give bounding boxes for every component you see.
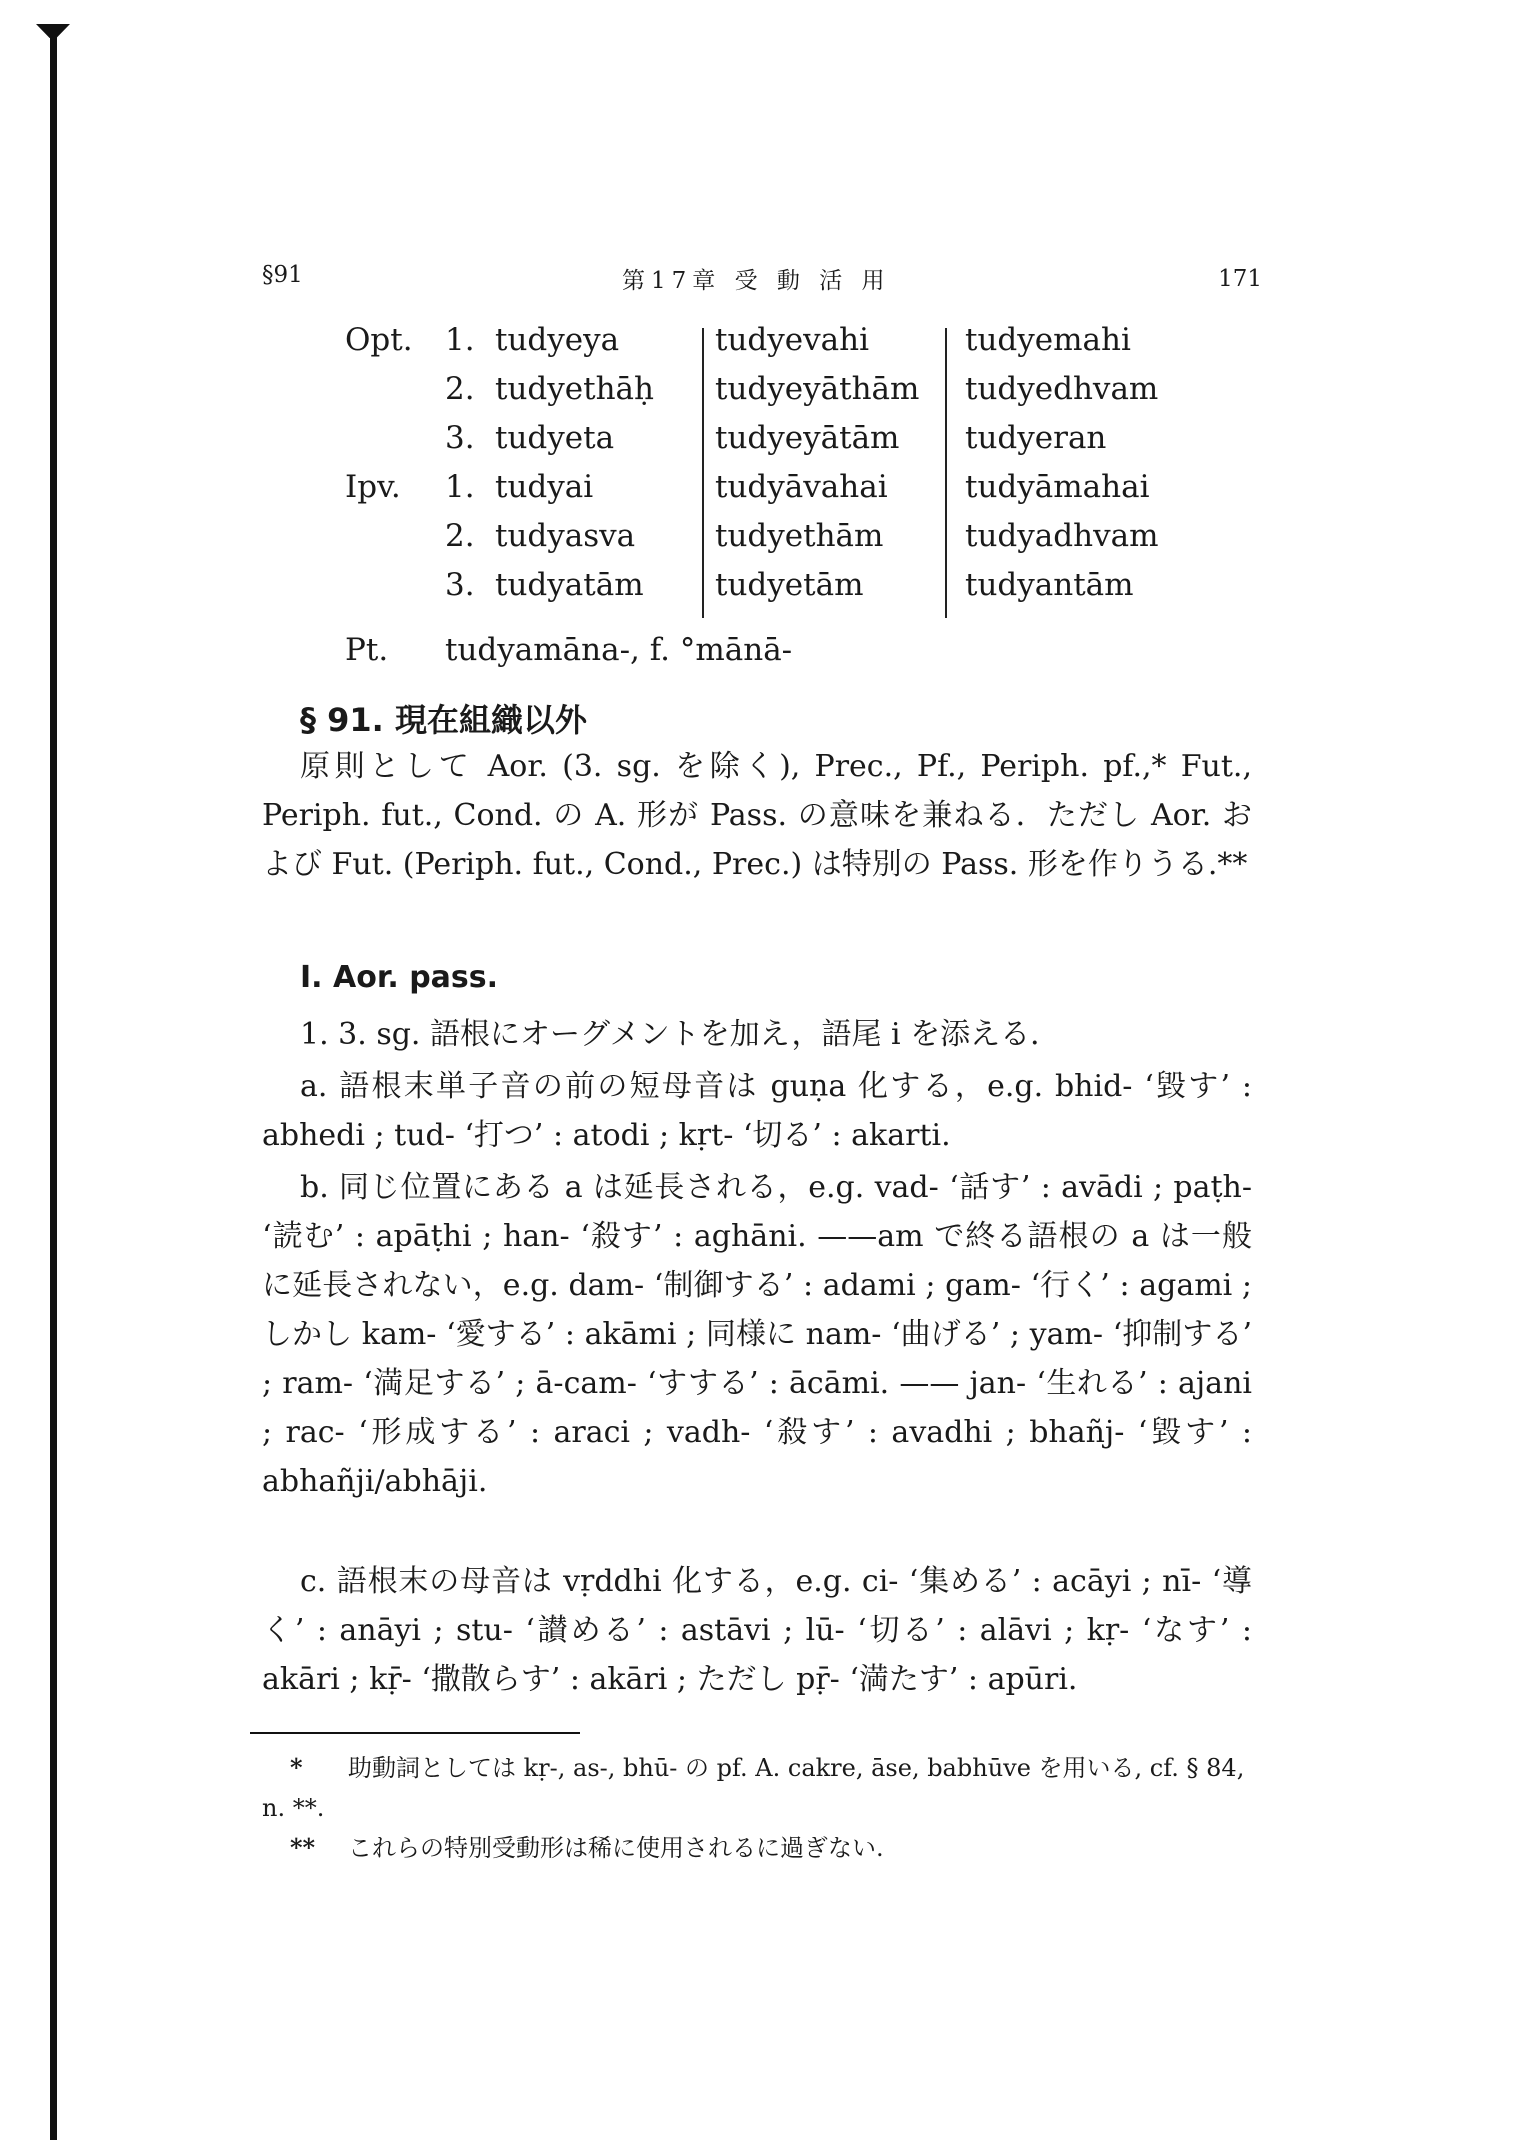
plural-form: tudyantām — [965, 567, 1134, 603]
singular-form: tudyeta — [495, 420, 615, 456]
running-header — [262, 262, 1262, 302]
singular-form: tudyeya — [495, 322, 620, 358]
intro-paragraph — [262, 742, 1252, 889]
dual-form: tudyeyāthām — [715, 371, 920, 407]
mood-label: Ipv. — [345, 469, 401, 505]
column-divider — [945, 328, 947, 618]
column-divider — [702, 328, 704, 618]
person-number: 2. — [445, 518, 475, 554]
footnote-text: 助動詞としては kṛ-, as-, bhū- の pf. A. cakre, āse, babhūve を用いる, cf. § 84, n. **. — [262, 1754, 1245, 1822]
person-number: 2. — [445, 371, 475, 407]
person-number: 1. — [445, 322, 475, 358]
footnotes — [262, 1748, 1252, 1868]
dual-form: tudyevahi — [715, 322, 870, 358]
intro-text: 原則として Aor. (3. sg. を除く), Prec., Pf., Periph. pf.,* Fut., Periph. fut., Cond. の A. 形が Pass. の意味を兼ねる．ただし Aor. および Fut. (Periph. fut., Cond., Prec.) は特別の Pass. 形を作りうる.** — [262, 749, 1252, 882]
footnote — [262, 1828, 1252, 1868]
footnote — [262, 1748, 1252, 1828]
plural-form: tudyadhvam — [965, 518, 1159, 554]
mood-label: Opt. — [345, 322, 413, 358]
singular-form: tudyethāḥ — [495, 371, 654, 407]
section-title: § 91. 現在組織以外 — [300, 701, 587, 739]
subheading: I. Aor. pass. — [300, 960, 499, 995]
footnote-text: これらの特別受動形は稀に使用されるに過ぎない. — [348, 1834, 884, 1862]
participle-text: tudyamāna-, f. °mānā- — [445, 632, 793, 668]
footnote-mark: ** — [290, 1833, 316, 1862]
person-number: 3. — [445, 567, 475, 603]
header-section: §91 — [262, 262, 303, 288]
page-number: 171 — [1218, 266, 1262, 292]
footnote-mark: * — [290, 1753, 303, 1782]
dual-form: tudyetām — [715, 567, 864, 603]
header-chapter: 第17章 受 動 活 用 — [622, 268, 891, 294]
plural-form: tudyemahi — [965, 322, 1131, 358]
plural-form: tudyedhvam — [965, 371, 1159, 407]
plural-form: tudyāmahai — [965, 469, 1150, 505]
footnote-rule — [250, 1732, 580, 1734]
person-number: 3. — [445, 420, 475, 456]
rule-paragraph — [262, 1163, 1252, 1506]
point-c: c. 語根末の母音は vṛddhi 化する，e.g. ci- ‘集める’ : acāyi ; nī- ‘導く’ : anāyi ; stu- ‘讃める’ : astāvi ; lū- ‘切る’ : alāvi ; kṛ- ‘なす’ : akāri ; kṝ- ‘撒散らす’ : akāri ; ただし pṝ- ‘満たす’ : apūri. — [262, 1564, 1252, 1697]
dual-form: tudyeyātām — [715, 420, 900, 456]
rule-paragraph — [262, 1062, 1252, 1160]
singular-form: tudyasva — [495, 518, 636, 554]
dual-form: tudyāvahai — [715, 469, 888, 505]
singular-form: tudyatām — [495, 567, 644, 603]
participle-label: Pt. — [345, 632, 389, 668]
point-b: b. 同じ位置にある a は延長される，e.g. vad- ‘話す’ : avādi ; paṭh- ‘読む’ : apāṭhi ; han- ‘殺す’ : aghāni. ——am で終る語根の a は一般に延長されない，e.g. dam- ‘制御する’ : adami ; gam- ‘行く’ : agami ; しかし kam- ‘愛する’ : akāmi ; 同様に nam- ‘曲げる’ ; yam- ‘抑制する’ ; ram- ‘満足する’ ; ā-cam- ‘すする’ : ācāmi. —— jan- ‘生れる’ : ajani ; rac- ‘形成する’ : araci ; vadh- ‘殺す’ : avadhi ; bhañj- ‘毀す’ : abhañji/abhāji. — [262, 1170, 1252, 1499]
person-number: 1. — [445, 469, 475, 505]
rule-paragraph — [262, 1557, 1252, 1704]
plural-form: tudyeran — [965, 420, 1107, 456]
dual-form: tudyethām — [715, 518, 884, 554]
participle-line — [345, 632, 792, 668]
point-a: a. 語根末単子音の前の短母音は guṇa 化する，e.g. bhid- ‘毀す’ : abhedi ; tud- ‘打つ’ : atodi ; kṛt- ‘切る’ : akarti. — [262, 1069, 1252, 1153]
point-1: 1. 3. sg. 語根にオーグメントを加え，語尾 i を添える． — [300, 1017, 1061, 1052]
singular-form: tudyai — [495, 469, 594, 505]
binding-edge — [50, 30, 57, 2140]
rule-paragraph — [262, 1010, 1252, 1059]
